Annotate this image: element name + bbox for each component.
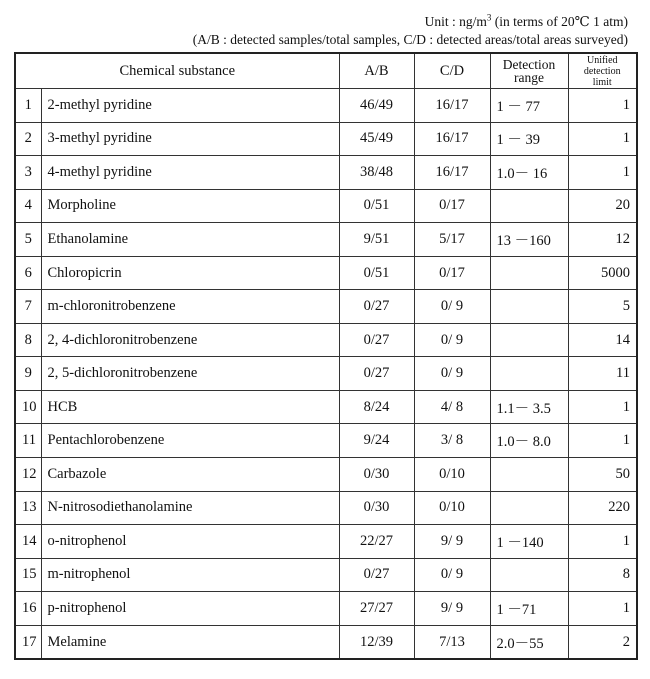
legend-note: (A/B : detected samples/total samples, C/D : detected areas/total areas surveyed) xyxy=(192,32,628,47)
detection-range: 2.0－55 xyxy=(490,625,568,659)
detection-limit: 20 xyxy=(568,189,637,223)
ab-ratio: 22/27 xyxy=(339,525,414,559)
cd-ratio: 0/10 xyxy=(414,491,490,525)
detection-table xyxy=(14,52,638,660)
substance-name: HCB xyxy=(41,390,339,424)
table-row xyxy=(15,122,637,156)
substance-name: Morpholine xyxy=(41,189,339,223)
row-number: 15 xyxy=(15,558,41,592)
detection-limit: 2 xyxy=(568,625,637,659)
ab-ratio: 0/51 xyxy=(339,189,414,223)
row-number: 12 xyxy=(15,458,41,492)
cd-ratio: 3/ 8 xyxy=(414,424,490,458)
table-row xyxy=(15,625,637,659)
table-row xyxy=(15,592,637,626)
substance-name: p-nitrophenol xyxy=(41,592,339,626)
row-number: 5 xyxy=(15,223,41,257)
ab-ratio: 0/51 xyxy=(339,256,414,290)
substance-name: Pentachlorobenzene xyxy=(41,424,339,458)
table-row xyxy=(15,223,637,257)
ab-ratio: 0/27 xyxy=(339,290,414,324)
substance-name: m-chloronitrobenzene xyxy=(41,290,339,324)
ab-ratio: 45/49 xyxy=(339,122,414,156)
cd-ratio: 16/17 xyxy=(414,89,490,123)
substance-name: Ethanolamine xyxy=(41,223,339,257)
detection-limit: 11 xyxy=(568,357,637,391)
detection-limit: 8 xyxy=(568,558,637,592)
detection-limit: 14 xyxy=(568,323,637,357)
detection-range: 1 － 39 xyxy=(490,122,568,156)
detection-limit: 1 xyxy=(568,89,637,123)
cd-ratio: 9/ 9 xyxy=(414,592,490,626)
cd-ratio: 0/17 xyxy=(414,189,490,223)
ab-ratio: 0/27 xyxy=(339,323,414,357)
detection-range: 1 －140 xyxy=(490,525,568,559)
detection-limit: 1 xyxy=(568,592,637,626)
header-detection-limit: Unified detection limit xyxy=(568,53,637,89)
detection-limit: 5000 xyxy=(568,256,637,290)
unit-note-prefix: Unit : ng/m xyxy=(424,14,487,29)
ab-ratio: 38/48 xyxy=(339,156,414,190)
substance-name: 3-methyl pyridine xyxy=(41,122,339,156)
header-ab: A/B xyxy=(339,53,414,89)
table-row xyxy=(15,290,637,324)
detection-range: 1 －71 xyxy=(490,592,568,626)
substance-name: 2-methyl pyridine xyxy=(41,89,339,123)
detection-range: 13 －160 xyxy=(490,223,568,257)
detection-range xyxy=(490,491,568,525)
detection-limit: 1 xyxy=(568,424,637,458)
detection-range: 1 － 77 xyxy=(490,89,568,123)
detection-limit: 5 xyxy=(568,290,637,324)
ab-ratio: 9/24 xyxy=(339,424,414,458)
detection-range: 1.0－ 8.0 xyxy=(490,424,568,458)
ab-ratio: 0/27 xyxy=(339,558,414,592)
table-row xyxy=(15,458,637,492)
detection-limit: 1 xyxy=(568,156,637,190)
table-row xyxy=(15,491,637,525)
ab-ratio: 0/30 xyxy=(339,458,414,492)
substance-name: N-nitrosodiethanolamine xyxy=(41,491,339,525)
table-row xyxy=(15,424,637,458)
detection-limit: 1 xyxy=(568,525,637,559)
detection-range xyxy=(490,458,568,492)
substance-name: Carbazole xyxy=(41,458,339,492)
table-row xyxy=(15,256,637,290)
table-row xyxy=(15,357,637,391)
table-row xyxy=(15,323,637,357)
ab-ratio: 27/27 xyxy=(339,592,414,626)
detection-range xyxy=(490,357,568,391)
detection-limit: 1 xyxy=(568,122,637,156)
table-row xyxy=(15,156,637,190)
ab-ratio: 0/27 xyxy=(339,357,414,391)
row-number: 17 xyxy=(15,625,41,659)
cd-ratio: 4/ 8 xyxy=(414,390,490,424)
row-number: 11 xyxy=(15,424,41,458)
cd-ratio: 0/ 9 xyxy=(414,357,490,391)
row-number: 10 xyxy=(15,390,41,424)
substance-name: m-nitrophenol xyxy=(41,558,339,592)
substance-name: 2, 5-dichloronitrobenzene xyxy=(41,357,339,391)
detection-limit: 1 xyxy=(568,390,637,424)
row-number: 4 xyxy=(15,189,41,223)
substance-name: 4-methyl pyridine xyxy=(41,156,339,190)
detection-range xyxy=(490,256,568,290)
header-detection-range: Detection range xyxy=(490,53,568,89)
row-number: 8 xyxy=(15,323,41,357)
substance-name: Chloropicrin xyxy=(41,256,339,290)
row-number: 6 xyxy=(15,256,41,290)
ab-ratio: 9/51 xyxy=(339,223,414,257)
table-row xyxy=(15,525,637,559)
detection-limit: 220 xyxy=(568,491,637,525)
unit-note xyxy=(425,14,628,30)
header-substance: Chemical substance xyxy=(15,53,339,89)
table-row xyxy=(15,189,637,223)
row-number: 14 xyxy=(15,525,41,559)
table-row xyxy=(15,89,637,123)
table-row xyxy=(15,390,637,424)
cd-ratio: 0/10 xyxy=(414,458,490,492)
table-row xyxy=(15,558,637,592)
cd-ratio: 0/ 9 xyxy=(414,290,490,324)
detection-limit: 12 xyxy=(568,223,637,257)
header-row xyxy=(15,53,637,89)
detection-range xyxy=(490,290,568,324)
detection-range: 1.0－ 16 xyxy=(490,156,568,190)
row-number: 13 xyxy=(15,491,41,525)
row-number: 1 xyxy=(15,89,41,123)
substance-name: Melamine xyxy=(41,625,339,659)
detection-range xyxy=(490,323,568,357)
row-number: 2 xyxy=(15,122,41,156)
cd-ratio: 0/ 9 xyxy=(414,558,490,592)
cd-ratio: 9/ 9 xyxy=(414,525,490,559)
cd-ratio: 0/ 9 xyxy=(414,323,490,357)
ab-ratio: 8/24 xyxy=(339,390,414,424)
cd-ratio: 16/17 xyxy=(414,156,490,190)
unit-note-sup: 3 xyxy=(486,12,492,23)
ab-ratio: 46/49 xyxy=(339,89,414,123)
detection-range xyxy=(490,189,568,223)
unit-note-suffix: (in terms of 20℃ 1 atm) xyxy=(491,14,628,29)
row-number: 9 xyxy=(15,357,41,391)
substance-name: 2, 4-dichloronitrobenzene xyxy=(41,323,339,357)
substance-name: o-nitrophenol xyxy=(41,525,339,559)
ab-ratio: 12/39 xyxy=(339,625,414,659)
table-body xyxy=(15,89,637,660)
row-number: 7 xyxy=(15,290,41,324)
detection-range xyxy=(490,558,568,592)
detection-limit: 50 xyxy=(568,458,637,492)
header-cd: C/D xyxy=(414,53,490,89)
cd-ratio: 16/17 xyxy=(414,122,490,156)
row-number: 3 xyxy=(15,156,41,190)
cd-ratio: 7/13 xyxy=(414,625,490,659)
row-number: 16 xyxy=(15,592,41,626)
cd-ratio: 5/17 xyxy=(414,223,490,257)
detection-range: 1.1－ 3.5 xyxy=(490,390,568,424)
ab-ratio: 0/30 xyxy=(339,491,414,525)
cd-ratio: 0/17 xyxy=(414,256,490,290)
